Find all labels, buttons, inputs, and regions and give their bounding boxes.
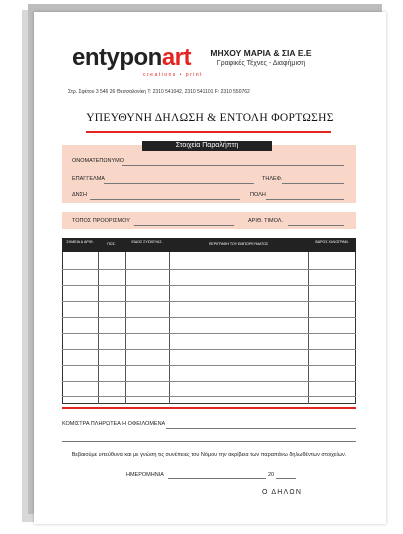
date-line[interactable]	[168, 478, 266, 479]
field-line-profession[interactable]	[104, 183, 254, 184]
title-underline	[86, 131, 331, 133]
table-row-line	[62, 365, 356, 366]
field-label-profession: ΕΠΑΓΓΕΛΜΑ	[72, 176, 105, 182]
document-title: ΥΠΕΥΘΥΝΗ ΔΗΛΩΣΗ & ΕΝΤΟΛΗ ΦΟΡΤΩΣΗΣ	[86, 112, 334, 124]
table-row-line	[62, 301, 356, 302]
field-label-freight: ΚΟΜΙΣΤΡΑ ΠΛΗΡΩΤΕΑ Η ΟΦΕΙΛΟΜΕΝΑ	[62, 421, 166, 427]
recipient-header: Στοιχεία Παραλήπτη	[142, 141, 272, 151]
date-year: 20	[268, 472, 275, 478]
goods-table	[62, 238, 356, 404]
recipient-panel	[62, 145, 356, 203]
field-label-destination: ΤΟΠΟΣ ΠΡΟΟΡΙΣΜΟΥ	[72, 218, 130, 224]
date-year-line[interactable]	[276, 478, 296, 479]
table-bottom-rule	[62, 407, 356, 409]
table-row-line	[62, 381, 356, 382]
company-subtitle: Γραφικές Τέχνες - Διαφήμιση	[216, 60, 306, 67]
field-line-address[interactable]	[90, 199, 240, 200]
th-quantity: ΠΟΣ.	[107, 242, 116, 246]
th-package-type: ΕΙΔΟΣ ΣΥΣΚΕΥΑΣ.	[131, 240, 163, 244]
signer-label: Ο ΔΗΛΩΝ	[262, 489, 303, 496]
field-label-city: ΠΟΛΗ	[250, 192, 266, 198]
field-line-freight[interactable]	[166, 428, 356, 429]
brand-logo	[72, 44, 191, 72]
th-weight: ΒΑΡΟΣ ΧΙΛΙΟΓΡΑΜ.	[315, 240, 349, 244]
table-row-line	[62, 269, 356, 270]
field-line-destination[interactable]	[134, 225, 234, 226]
table-row-line	[62, 333, 356, 334]
field-line-name[interactable]	[122, 165, 344, 166]
field-line-invoice[interactable]	[288, 225, 344, 226]
table-row-line	[62, 396, 356, 397]
freight-extra-line[interactable]	[62, 441, 356, 442]
table-row-line	[62, 349, 356, 350]
logo-text-main: entypon	[72, 44, 162, 71]
field-label-phone: ΤΗΛΕΦ.	[262, 176, 283, 182]
field-line-city[interactable]	[266, 199, 344, 200]
company-address: Στρ. Σφέτου 3 546 26 Θεσσαλονίκη T: 2310 541042, 2310 541101 F: 2310 550762	[68, 89, 250, 95]
date-label: ΗΜΕΡΟΜΗΝΙΑ	[126, 472, 164, 478]
table-row-line	[62, 285, 356, 286]
declaration-text: Βεβαιούμε υπεύθυνα και με γνώση τις συνέπειες του Νόμου την ακρίβεια των παραπάνω δηλωθέντων στοιχείων.	[71, 452, 347, 458]
th-description: ΠΕΡΙΓΡΑΦΗ ΤΟΥ ΕΜΠΟΡΕΥΜΑΤΟΣ	[208, 242, 269, 246]
field-label-invoice: ΑΡΙΘ. ΤΙΜΟΛ.	[248, 218, 283, 224]
logo-tagline: creations • print	[143, 72, 204, 78]
field-line-phone[interactable]	[282, 183, 344, 184]
field-label-address: ΔΝΣΗ	[72, 192, 88, 198]
th-marks: ΣΗΜΕΙΑ & ΑΡΙΘ.	[66, 240, 94, 244]
field-label-name: ΟΝΟΜΑΤΕΠΩΝΥΜΟ	[72, 158, 124, 164]
company-name: ΜΗΧΟΥ ΜΑΡΙΑ & ΣΙΑ Ε.Ε	[210, 48, 312, 58]
table-row-line	[62, 317, 356, 318]
logo-text-accent: art	[161, 44, 192, 71]
